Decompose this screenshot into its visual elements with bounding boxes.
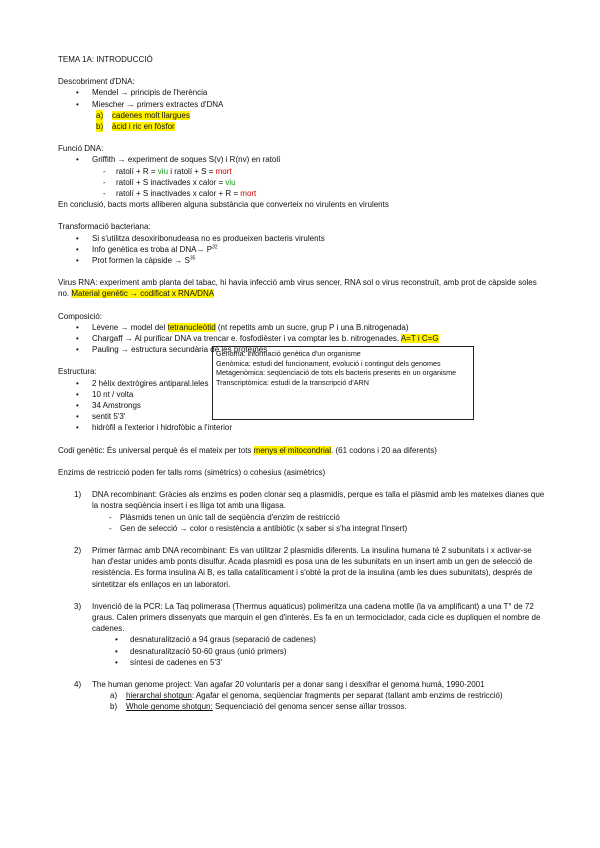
row-text: ratolí + S inactivades x calor + R =: [116, 189, 241, 199]
list-item: [58, 322, 546, 333]
list-item: • 10 nt / volta: [58, 389, 546, 400]
result-dead: mort: [240, 189, 257, 199]
item-number: 2): [74, 545, 82, 555]
item-label: b): [96, 122, 104, 132]
item-text: (nt repetits amb un sucre, grup P i una B.nitrogenada): [215, 322, 409, 332]
highlighted-text: tetranucleòtid: [167, 322, 216, 332]
item-text: cadenes molt llargues: [112, 110, 190, 120]
underlined-term: hierarchal shotgun: [126, 691, 192, 701]
conclusion-text: En conclusió, bacts morts alliberen alguna substància que converteix no virulents en virulents: [58, 200, 389, 210]
virus-paragraph: [58, 277, 546, 299]
item-text: Invenció de la PCR: La Taq polimerasa (Thermus aquaticus) polimeritza una cadena motlle (la va amplificant) a una T° de 72 graus. Calen primers dissenyats que marquin el gen d'interès. Es fa en un termociclador, cada cicle es dupliquen el nombre de cadenes.: [92, 601, 541, 634]
list-item: • sentit 5'3': [58, 411, 546, 422]
list-item: • Griffith → experiment de soques S(v) i R(nv) en ratolí: [58, 154, 546, 165]
definitions-box: [212, 346, 474, 420]
list-item: [58, 110, 546, 121]
item-label: a): [110, 691, 118, 701]
list-item: - Gen de selecció → color o resistència a antibiòtic (x saber si s'ha integrat l'insert): [58, 523, 546, 534]
highlighted-text: A=T i C=G: [400, 334, 439, 344]
section-heading-descobriment: Descobriment d'DNA:: [58, 77, 135, 87]
list-item: • 34 Amstrongs: [58, 400, 546, 411]
item-label: a): [96, 110, 104, 120]
definition-genomica: Genòmica: estudi del funcionament, evolució i contingut dels genomes: [216, 358, 441, 368]
numbered-item: [58, 601, 546, 635]
codi-paragraph: [58, 445, 546, 456]
list-item: [58, 255, 546, 266]
item-label: b): [110, 702, 118, 712]
list-item: • 2 hèlix dextrògires antiparal.leles: [58, 378, 546, 389]
list-item: [58, 333, 546, 344]
numbered-item: [58, 545, 546, 590]
item-number: 4): [74, 679, 82, 689]
item-number: 3): [74, 601, 82, 611]
result-alive: viu: [157, 166, 169, 176]
row-text: ratolí + S inactivades x calor =: [116, 177, 226, 187]
underlined-term: Whole genome shotgun:: [126, 702, 213, 712]
paragraph-text: Virus RNA: experiment amb planta del tabac, hi havia infecció amb virus sencer, RNA sol o virus reconstruït, amb prot de càpside soles no.: [58, 278, 537, 299]
item-text: : Agafar el genoma, seqüenciar fragments per separat (tallant amb enzims de restricció): [191, 691, 503, 701]
item-text: Info genètica es troba al DNA→ P: [92, 244, 213, 254]
section-heading-estructura: Estructura:: [58, 367, 97, 377]
list-item: [58, 701, 546, 712]
item-text: The human genome project: Van agafar 20 voluntaris per a donar sang i desxifrar el genoma humà, 1990-2001: [92, 679, 485, 689]
highlighted-text: Material genètic → codificat x RNA/DNA: [71, 289, 215, 299]
funcio-list: [58, 154, 546, 199]
definition-transcriptomica: Transcriptòmica: estudi de la transcripció d'ARN: [216, 377, 369, 387]
item-text: Primer fàrmac amb DNA recombinant: Es van utilitzar 2 plasmidis diferents. La insulina humana té 2 subunitats i x activar-se han d'estar unides amb ponts disulfur. Acada plasmidi es posa una de les subunitats en un insert amb un gen de selecció de resistència. Es forma insulina Ai B, es talla catalíticament i s'obté la prot de la insulina (amb les dues subunitats), després de sintetitzar els enllaços en un laboratori.: [92, 545, 533, 589]
section-heading-funcio: Funció DNA:: [58, 144, 104, 154]
descobriment-list: [58, 87, 546, 132]
list-item: [58, 244, 546, 255]
sub-list: [58, 512, 546, 534]
result-alive: viu: [225, 177, 236, 187]
item-text: Chargaff → Al purificar DNA va trencar e. fosfodièster i va comptar les b. nitrogenades.: [92, 334, 401, 344]
row-text: ratolí + R =: [116, 166, 158, 176]
list-item: [58, 121, 546, 132]
enzims-paragraph: Enzims de restricció poden fer talls roms (simètrics) o cohesius (asimètrics): [58, 467, 326, 477]
definition-genoma: Genoma: informació genètica d'un organisme: [216, 349, 361, 358]
item-text: àcid i ric en fòsfor: [112, 122, 175, 132]
row-text: i ratolí + S =: [168, 166, 216, 176]
list-item: • síntesi de cadenes en 5'3': [58, 657, 546, 668]
result-dead: mort: [215, 166, 232, 176]
numbered-item: [58, 489, 546, 511]
list-item: • Pauling → estructura secundària de les proteïnes: [58, 344, 546, 355]
superscript: 35: [189, 255, 196, 262]
list-item: • Miescher → primers extractes d'DNA: [58, 99, 546, 110]
list-item: • desnaturalització 50-60 graus (unió primers): [58, 646, 546, 657]
list-item: [58, 177, 546, 188]
section-heading-transformacio: Transformació bacteriana:: [58, 222, 151, 232]
numbered-item: [58, 679, 546, 690]
list-item: [58, 188, 546, 199]
sub-list: [58, 634, 546, 668]
list-item: - Plàsmids tenen un únic tall de seqüència d'enzim de restricció: [58, 512, 546, 523]
item-text: Prot formen la càpside → S: [92, 256, 190, 266]
highlighted-text: menys el mitocondrial: [253, 445, 332, 455]
list-item: [58, 166, 546, 177]
list-item: [58, 690, 546, 701]
list-item: • hidròfil a l'exterior i hidrofòbic a l'interior: [58, 422, 546, 433]
superscript: 32: [212, 244, 218, 251]
section-heading-composicio: Composició:: [58, 311, 103, 321]
definition-metagenomica: Metagenòmica: seqüenciació de tots els bacteris presents en un organisme: [216, 368, 457, 378]
page-title: TEMA 1A: INTRODUCCIÓ: [58, 55, 153, 64]
item-text: Levene → model del: [92, 322, 168, 332]
transformacio-list: [58, 233, 546, 267]
item-text: Sequenciació del genoma sencer sense aïllar trossos.: [212, 702, 407, 712]
paragraph-text: Codi genètic: És universal perquè és el mateix per tots: [58, 445, 254, 455]
list-item: • desnaturalització a 94 graus (separació de cadenes): [58, 634, 546, 645]
item-number: 1): [74, 490, 82, 500]
paragraph-text: . (61 codons i 20 aa diferents): [331, 445, 437, 455]
sub-list: [58, 690, 546, 712]
list-item: • Si s'utilitza desoxiribonudeasa no es produeixen bacteris virulents: [58, 233, 546, 244]
item-text: DNA recombinant: Gràcies als enzims es poden clonar seq a plasmidis, perque es talla el plàsmid amb les mateixes dianes que la nostra seqüència insert i es lliga tot amb una lligasa.: [92, 490, 545, 511]
list-item: • Mendel → principis de l'herència: [58, 87, 546, 98]
